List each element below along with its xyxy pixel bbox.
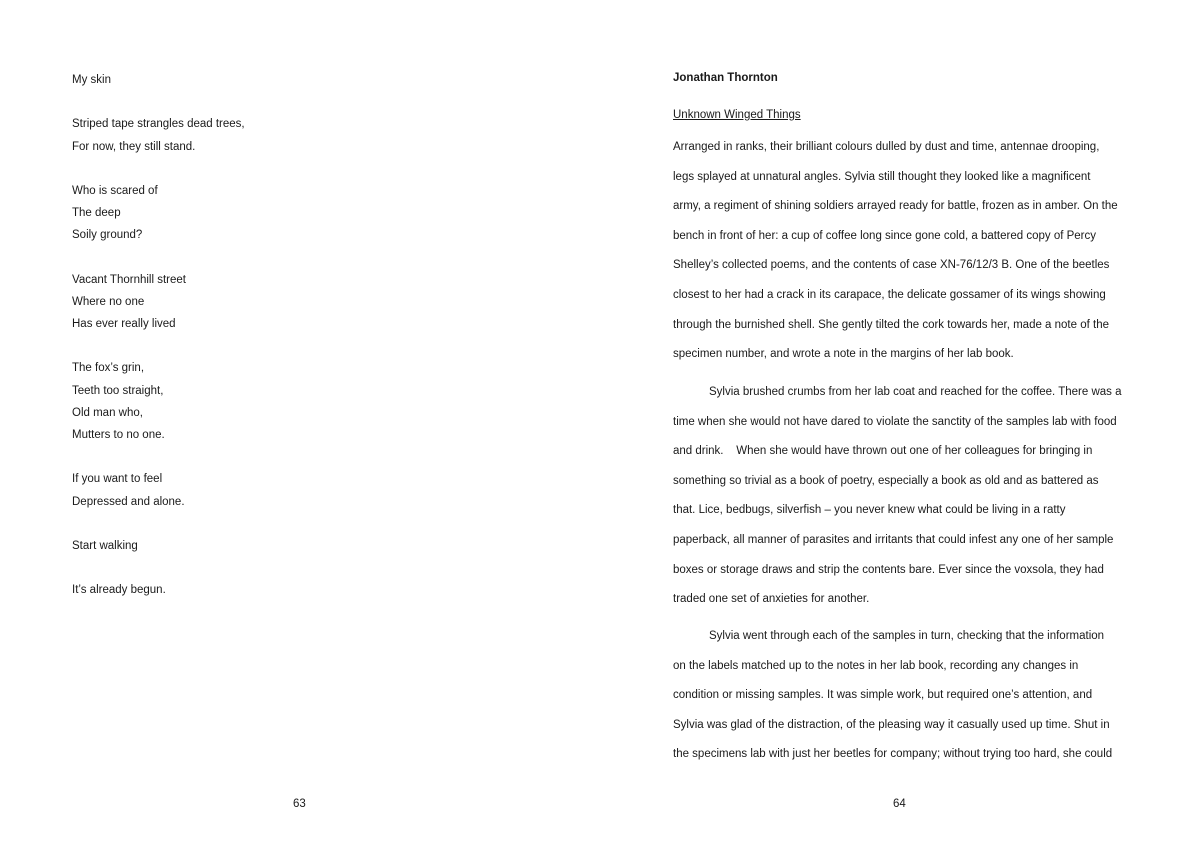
poem-line: The deep [72,207,121,220]
poem-line: The fox’s grin, [72,362,145,375]
stanza-break [72,160,245,182]
poem-line: Vacant Thornhill street [72,273,186,286]
poem-line: Start walking [72,539,138,552]
paragraph [673,628,1131,776]
poem-line: My skin [72,74,111,86]
paragraph-line: condition or missing samples. It was simple work, but required one’s attention, and [673,689,1093,702]
page-number-right: 64 [893,798,906,810]
paragraph-line: bench in front of her: a cup of coffee long since gone cold, a battered copy of Percy [673,229,1097,242]
paragraph-line: and drink. When she would have thrown out one of her colleagues for bringing in [673,445,1093,458]
paragraph-line: that. Lice, bedbugs, silverfish – you never knew what could be living in a ratty [673,504,1066,517]
paragraph-line: army, a regiment of shining soldiers arrayed ready for battle, frozen as in amber. On the [673,200,1118,213]
poem-line: Teeth too straight, [72,384,164,397]
poem-line: Who is scared of [72,184,158,197]
poem-line: Where no one [72,295,145,308]
author-name: Jonathan Thornton [673,72,778,84]
paragraph-line: time when she would not have dared to violate the sanctity of the samples lab with food [673,415,1117,428]
paragraph-line: boxes or storage draws and strip the contents bare. Ever since the voxsola, they had [673,563,1104,576]
paragraph [673,384,1131,621]
stanza-break [72,249,245,271]
paragraph-line: the specimens lab with just her beetles for company; without trying too hard, she could [673,748,1113,761]
poem [72,71,245,604]
poem-line: Depressed and alone. [72,495,185,508]
poem-line: If you want to feel [72,473,163,486]
paragraph-line: on the labels matched up to the notes in her lab book, recording any changes in [673,659,1079,672]
poem-line: It’s already begun. [72,584,166,597]
story-title: Unknown Winged Things [673,109,801,121]
stanza-break [72,448,245,470]
right-page [600,0,1200,849]
poem-line: For now, they still stand. [72,140,196,153]
paragraph [673,139,1131,376]
page-number-left: 63 [293,798,306,810]
paragraph-line: legs splayed at unnatural angles. Sylvia still thought they looked like a magnificent [673,170,1091,183]
paragraph-line: paperback, all manner of parasites and irritants that could infest any one of her sample [673,533,1114,546]
poem-line: Striped tape strangles dead trees, [72,118,245,131]
paragraph-line: Shelley’s collected poems, and the contents of case XN-76/12/3 B. One of the beetles [673,259,1110,272]
stanza-break [72,515,245,537]
paragraph-line: something so trivial as a book of poetry, especially a book as old and as battered as [673,474,1099,487]
stanza-break [72,93,245,115]
paragraph-line: specimen number, and wrote a note in the margins of her lab book. [673,348,1014,361]
paragraph-line: Arranged in ranks, their brilliant colours dulled by dust and time, antennae drooping, [673,141,1100,153]
poem-line: Old man who, [72,406,143,419]
stanza-break [72,337,245,359]
poem-line: Has ever really lived [72,318,176,331]
paragraph-line: traded one set of anxieties for another. [673,593,870,606]
paragraph-line: Sylvia went through each of the samples in turn, checking that the information [709,630,1105,642]
paragraph-line: Sylvia brushed crumbs from her lab coat and reached for the coffee. There was a [709,386,1122,398]
paragraph-line: through the burnished shell. She gently tilted the cork towards her, made a note of the [673,318,1109,331]
poem-line: Soily ground? [72,229,143,242]
paragraph-line: closest to her had a crack in its carapace, the delicate gossamer of its wings showing [673,288,1106,301]
paragraph-line: Sylvia was glad of the distraction, of the pleasing way it casually used up time. Shut in [673,718,1110,731]
poem-line: Mutters to no one. [72,429,165,441]
stanza-break [72,559,245,581]
